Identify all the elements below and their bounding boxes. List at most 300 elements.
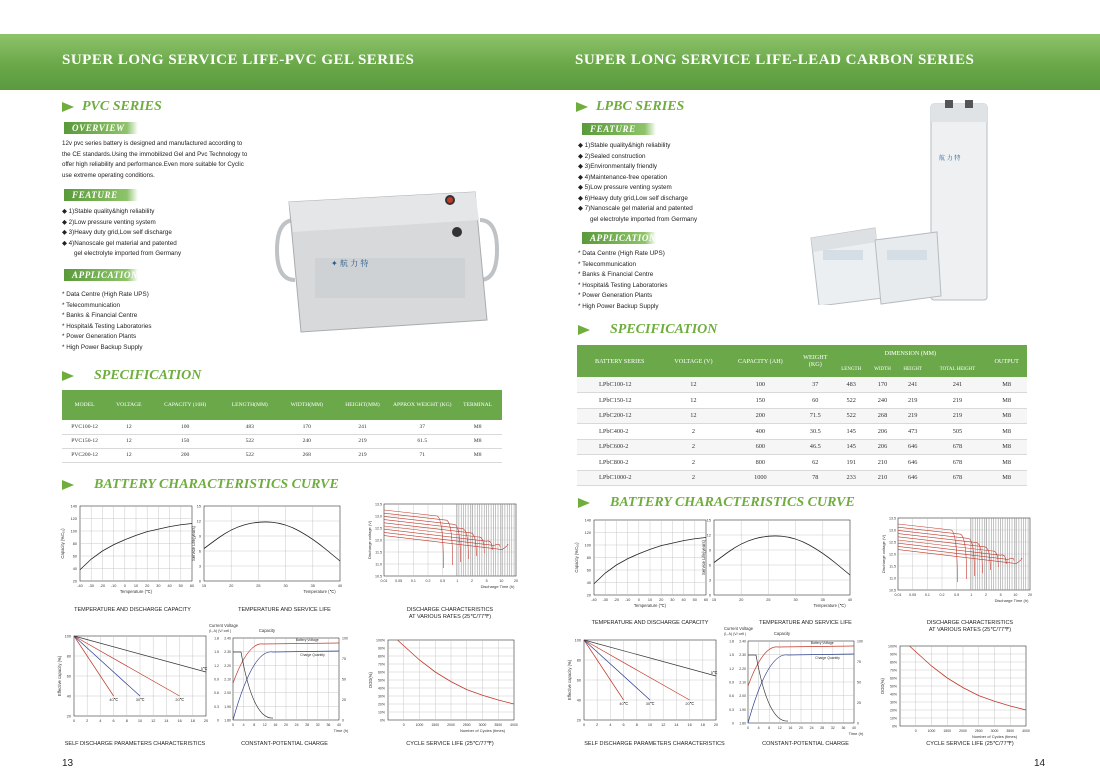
table-row: PVC100-12 12 100 483 170 241 37 M8	[62, 420, 502, 434]
x-tick-label: 1	[456, 579, 459, 583]
x-tick-label: 0	[637, 598, 640, 602]
caption-temp-capacity: TEMPERATURE AND DISCHARGE CAPACITY	[591, 620, 709, 626]
table-cell: 200	[724, 408, 796, 424]
y-tick-label: 3	[708, 578, 711, 583]
table-cell: 646	[897, 455, 929, 471]
svg-text:✦ 航 力 特: ✦ 航 力 特	[331, 259, 369, 268]
right-spec-table	[577, 345, 1027, 486]
units-label: (I₀ A) (V/ cell )	[724, 632, 747, 636]
table-cell: M8	[986, 439, 1027, 455]
x-tick-label: 20	[659, 598, 664, 602]
table-cell: 400	[724, 424, 796, 440]
y-tick-label: 2.10	[739, 680, 746, 685]
col-header: TERMINAL	[453, 390, 502, 420]
y-tick-label: 10%	[889, 716, 897, 721]
table-cell: M8	[986, 455, 1027, 471]
x-tick-label: 16	[687, 723, 692, 727]
x-tick-label: 36	[841, 726, 846, 730]
x-tick-label: 35	[820, 598, 825, 602]
y-tick-label: 90%	[889, 652, 897, 657]
x-tick-label: 20	[514, 579, 518, 583]
y-axis-label: Effective capacity (%)	[57, 655, 62, 697]
x-tick-label: 40	[852, 726, 856, 730]
y-tick-label: 100	[70, 529, 77, 534]
plot-frame	[714, 520, 850, 595]
arrow-icon	[62, 371, 74, 381]
y-tick-label: 13.0	[889, 528, 896, 533]
y-axis-label: Discharge voltage (V)	[367, 520, 372, 560]
table-cell: LPbC800-2	[577, 455, 662, 471]
y-tick-label: 12	[706, 533, 711, 538]
cp-charge-chart	[720, 625, 880, 743]
y-tick-label: 40	[66, 694, 71, 699]
table-cell: M8	[986, 393, 1027, 409]
table-row	[577, 439, 1027, 455]
x-axis-label: Discharge Time (h)	[480, 584, 515, 589]
feature-tag: FEATURE	[582, 123, 656, 135]
x-tick-label: 0.2	[939, 593, 945, 597]
table-row	[577, 377, 1027, 393]
y-tick-label: 1.8	[729, 639, 734, 644]
col-header: MODEL	[62, 390, 107, 420]
x-tick-label: 0	[232, 723, 234, 727]
x-tick-label: 32	[315, 723, 320, 727]
table-cell: 100	[724, 377, 796, 393]
list-item: * Data Centre (High Rate UPS)	[62, 291, 149, 298]
caption-cp-charge: CONSTANT-POTENTIAL CHARGE	[241, 741, 328, 747]
y-tick-label: 2.20	[224, 663, 231, 668]
y-tick-label: 6	[708, 563, 711, 568]
table-row	[577, 408, 1027, 424]
col-header: CAPACITY (AH)	[724, 345, 796, 377]
x-tick-label: 30	[283, 584, 288, 588]
table-cell: 2	[662, 439, 724, 455]
y-tick-label: 120	[584, 531, 591, 535]
y-tick-label: 0	[217, 718, 219, 723]
x-tick-label: 12	[151, 719, 156, 723]
y-tick-label: 20%	[377, 702, 385, 707]
x-tick-label: 24	[294, 723, 299, 727]
x-tick-label: 3000	[478, 723, 487, 727]
x-tick-label: 4	[242, 723, 245, 727]
y-tick-label: 1.2	[729, 666, 734, 671]
y-tick-label: 2.20	[739, 666, 746, 671]
y-tick-label: 0	[342, 718, 344, 723]
y-tick-label: 0	[857, 721, 859, 726]
y-tick-label: 140	[584, 518, 591, 523]
x-tick-label: 0	[747, 726, 749, 730]
x-tick-label: 8	[253, 723, 256, 727]
x-tick-label: 20	[739, 598, 744, 602]
x-tick-label: 18	[700, 723, 705, 727]
x-tick-label: 25	[766, 598, 771, 602]
table-row	[577, 424, 1027, 440]
caption-temp-capacity: TEMPERATURE AND DISCHARGE CAPACITY	[74, 607, 191, 613]
table-cell: 12	[662, 377, 724, 393]
x-tick-label: -20	[99, 584, 106, 588]
lpbc-series-title: LPBC SERIES	[576, 99, 684, 115]
discharge-chart	[366, 498, 521, 603]
y-tick-label: 11.5	[889, 564, 896, 569]
y-tick-label: 60	[576, 678, 581, 683]
cp-charge-chart	[205, 622, 365, 740]
series-label: 40℃	[619, 702, 628, 706]
series-label: 30℃	[135, 698, 145, 702]
x-tick-label: 2000	[447, 723, 455, 727]
caption-self-discharge: SELF DISCHARGE PARAMETERS CHARACTERISTICS	[64, 741, 206, 747]
x-tick-label: 4	[757, 726, 760, 730]
table-cell: M8	[986, 408, 1027, 424]
x-tick-label: 30	[670, 598, 675, 602]
feature-list	[62, 207, 181, 260]
x-tick-label: 1000	[927, 729, 936, 733]
list-item: ◆ 5)Low pressure venting system	[578, 184, 672, 191]
arrow-icon	[578, 498, 590, 508]
y-axis-label: DOD(%)	[368, 672, 373, 688]
y-tick-label: 15	[706, 518, 711, 523]
table-cell: M8	[986, 470, 1027, 486]
list-item: * Data Centre (High Rate UPS)	[578, 250, 665, 257]
arrow-icon	[62, 480, 74, 490]
x-tick-label: 6	[112, 719, 115, 723]
y-tick-label: 9	[198, 534, 201, 539]
x-tick-label: 32	[830, 726, 835, 730]
x-tick-label: 40	[337, 723, 341, 727]
y-tick-label: 11.5	[375, 550, 382, 555]
y-tick-label: 140	[70, 504, 77, 509]
y-axis-label: Service Life(years)	[701, 540, 706, 575]
y-tick-label: 0	[198, 579, 201, 584]
left-curve-title: BATTERY CHARACTERISTICS CURVE	[62, 477, 339, 493]
col-header: DIMENSION (MM)	[834, 345, 986, 361]
list-item: ◆ 6)Heavy duty grid,Low self discharge	[578, 194, 688, 202]
x-tick-label: 40	[167, 584, 172, 588]
x-tick-label: 0.05	[395, 579, 403, 583]
x-tick-label: 4000	[510, 723, 518, 727]
y-axis-label: Capacity (%C₁₀)	[60, 528, 65, 559]
x-tick-label: 4000	[1022, 729, 1030, 733]
x-tick-label: 28	[305, 723, 310, 727]
x-axis-label: Time (h)	[848, 731, 864, 736]
x-tick-label: 0.5	[954, 593, 960, 597]
x-tick-label: 28	[820, 726, 825, 730]
units-label: (I₀ A) (V/ cell )	[209, 629, 232, 633]
caption-self-discharge: SELF DISCHARGE PARAMETERS CHARACTERISTICS	[584, 741, 725, 747]
x-tick-label: 16	[273, 723, 278, 727]
y-tick-label: 10%	[377, 710, 385, 715]
y-tick-label: 100	[574, 638, 581, 643]
y-tick-label: 9	[708, 548, 711, 553]
y-tick-label: 80%	[889, 660, 897, 665]
y-tick-label: 1.90	[739, 707, 746, 712]
y-tick-label: 25	[342, 698, 346, 702]
x-tick-label: 16	[177, 719, 182, 723]
table-cell: 170	[868, 377, 897, 393]
x-tick-label: 0.05	[909, 593, 917, 597]
y-tick-label: 2.10	[224, 677, 231, 682]
x-tick-label: 0	[402, 723, 405, 727]
y-axis-label: Service Life(years)	[191, 526, 196, 561]
y-tick-label: 20	[576, 718, 581, 723]
temp-capacity-chart	[58, 498, 198, 603]
x-tick-label: 20	[284, 723, 288, 727]
y-tick-label: 40	[586, 581, 591, 585]
table-cell: 678	[929, 455, 987, 471]
table-cell: 12	[662, 408, 724, 424]
table-cell: 678	[929, 439, 987, 455]
x-tick-label: 0.1	[924, 593, 930, 597]
x-tick-label: 50	[692, 598, 697, 602]
y-axis-label: DOD(%)	[880, 678, 885, 694]
col-header: HEIGHT(MM)	[334, 390, 391, 420]
y-tick-label: 2.30	[739, 653, 746, 658]
cycle-life-chart	[878, 640, 1033, 745]
x-tick-label: -30	[88, 584, 94, 588]
table-cell: 62	[796, 455, 834, 471]
x-tick-label: 0.01	[894, 593, 902, 597]
x-tick-label: 2	[86, 719, 89, 723]
y-tick-label: 80	[72, 542, 77, 546]
table-cell: LPbC200-12	[577, 408, 662, 424]
table-cell: 233	[834, 470, 868, 486]
table-cell: 219	[929, 393, 987, 409]
y-tick-label: 50	[857, 680, 861, 685]
series-label: 5℃	[200, 667, 208, 671]
list-item: ◆ 2)Low pressure venting system	[62, 218, 156, 226]
y-tick-label: 12.5	[375, 526, 382, 531]
table-cell: 150	[724, 393, 796, 409]
caption-temp-life: TEMPERATURE AND SERVICE LIFE	[238, 607, 331, 613]
table-cell: 60	[796, 393, 834, 409]
feature-list	[578, 141, 697, 225]
table-cell: 12	[662, 393, 724, 409]
temp-life-chart	[700, 512, 855, 617]
page-number: 14	[1034, 758, 1046, 769]
table-cell: 600	[724, 439, 796, 455]
x-tick-label: 0.5	[440, 579, 446, 583]
x-tick-label: 4	[99, 719, 102, 723]
y-tick-label: 40	[576, 698, 581, 703]
table-cell: 145	[834, 424, 868, 440]
x-tick-label: 20	[229, 584, 234, 588]
header-label: Capacity	[258, 628, 276, 633]
y-tick-label: 50	[342, 677, 346, 682]
x-tick-label: 50	[178, 584, 183, 588]
y-tick-label: 1.80	[739, 721, 746, 726]
y-tick-label: 25	[857, 701, 861, 705]
x-tick-label: 60	[703, 598, 709, 602]
table-cell: LPbC1000-2	[577, 470, 662, 486]
table-cell: 1000	[724, 470, 796, 486]
y-tick-label: 0.9	[729, 680, 734, 685]
table-cell: 210	[868, 455, 897, 471]
y-tick-label: 0	[708, 593, 711, 598]
y-tick-label: 120	[70, 517, 77, 521]
y-tick-label: 30%	[889, 700, 897, 705]
y-tick-label: 40%	[889, 692, 897, 697]
y-tick-label: 6	[198, 549, 201, 554]
x-tick-label: 40	[681, 598, 686, 602]
table-row: PVC150-12 12 150 522 240 219 61.5 M8	[62, 434, 502, 448]
y-tick-label: 80	[66, 654, 71, 659]
y-tick-label: 100%	[376, 638, 385, 643]
y-tick-label: 75	[342, 657, 346, 661]
y-tick-label: 40	[72, 567, 77, 571]
series-label: Charge Quantity	[300, 653, 325, 657]
x-tick-label: 20	[799, 726, 803, 730]
y-tick-label: 60	[586, 568, 591, 573]
list-item: ◆ 1)Stable quality&high reliability	[578, 142, 671, 149]
x-tick-label: 0.01	[380, 579, 388, 583]
application-list	[62, 290, 152, 353]
x-tick-label: 2	[985, 593, 987, 597]
table-cell: 241	[929, 377, 987, 393]
application-tag: APPLICATION	[582, 232, 656, 244]
y-tick-label: 50%	[377, 678, 385, 683]
y-tick-label: 20	[66, 714, 71, 719]
x-tick-label: 1000	[415, 723, 424, 727]
y-tick-label: 13.0	[375, 514, 382, 519]
y-tick-label: 2.30	[224, 650, 231, 655]
table-cell: 191	[834, 455, 868, 471]
y-tick-label: 1.5	[729, 653, 734, 658]
overview-text: 12v pvc series battery is designed and manufactured according to the CE standards.Using the immobilized Gel and Pvc Technology to offer high reliability and performance.Even more suitable for Cyclic use extreme operating conditions.	[62, 140, 248, 179]
list-item: * High Power Backup Supply	[578, 302, 659, 310]
table-cell: 2	[662, 424, 724, 440]
y-tick-label: 0.3	[729, 707, 734, 712]
header-label: Current Voltage	[209, 623, 239, 628]
x-tick-label: -20	[613, 598, 620, 602]
y-tick-label: 100%	[888, 644, 897, 649]
list-item: * Power Generation Plants	[578, 292, 653, 299]
y-tick-label: 0.3	[214, 704, 219, 709]
y-tick-label: 0.9	[214, 677, 219, 682]
x-axis-label: Temperature (℃)	[119, 589, 153, 594]
col-header: VOLTAGE	[107, 390, 150, 420]
series-label: Charge Quantity	[815, 656, 840, 660]
table-cell: 78	[796, 470, 834, 486]
x-tick-label: 16	[788, 726, 793, 730]
y-tick-label: 1.80	[224, 718, 231, 723]
page-number: 13	[62, 758, 74, 769]
y-tick-label: 2.40	[739, 639, 746, 644]
y-tick-label: 2.40	[224, 636, 231, 641]
list-item: gel electrolyte imported from Germany	[74, 250, 182, 257]
table-cell: 145	[834, 439, 868, 455]
x-tick-label: 10	[137, 719, 143, 723]
y-tick-label: 10.5	[889, 588, 896, 593]
x-tick-label: 8	[635, 723, 638, 727]
arrow-icon	[62, 102, 74, 112]
table-cell: 646	[897, 439, 929, 455]
x-axis-label: Temperature (℃)	[633, 603, 667, 608]
list-item: ◆ 7)Nanoscale gel material and patented	[578, 205, 693, 212]
x-tick-label: 60	[189, 584, 195, 588]
table-row: PVC200-12 12 200 522 268 219 71 M8	[62, 448, 502, 462]
x-tick-label: 14	[674, 723, 679, 727]
x-tick-label: 2	[596, 723, 599, 727]
x-tick-label: 10	[647, 723, 653, 727]
x-tick-label: 4	[609, 723, 612, 727]
x-tick-label: 12	[262, 723, 267, 727]
list-item: gel electrolyte imported from Germany	[590, 215, 698, 223]
table-cell: 30.5	[796, 424, 834, 440]
series-label: 20℃	[685, 702, 694, 706]
y-tick-label: 15	[196, 504, 201, 509]
right-spec-body	[577, 377, 1027, 486]
col-header: TOTAL HEIGHT	[929, 361, 987, 377]
feature-tag: FEATURE	[64, 189, 138, 201]
temp-capacity-chart	[572, 512, 712, 617]
col-header: LENGTH(MM)	[220, 390, 280, 420]
x-tick-label: 3000	[990, 729, 999, 733]
caption-cycle-life: CYCLE SERVICE LIFE (25℃/77℉)	[406, 741, 494, 747]
y-tick-label: 100	[584, 543, 591, 548]
self-discharge-chart	[56, 630, 211, 735]
table-cell: 800	[724, 455, 796, 471]
col-header: WIDTH	[868, 361, 897, 377]
caption-temp-life: TEMPERATURE AND SERVICE LIFE	[759, 620, 852, 626]
left-spec-title: SPECIFICATION	[62, 368, 201, 384]
x-tick-label: 5	[999, 593, 1002, 597]
y-tick-label: 100	[342, 636, 348, 641]
x-tick-label: 15	[201, 584, 207, 588]
right-banner	[550, 34, 1100, 90]
svg-text:航 力 特: 航 力 特	[939, 156, 961, 162]
left-banner-title: SUPER LONG SERVICE LIFE-PVC GEL SERIES	[62, 52, 415, 68]
x-tick-label: 2500	[974, 729, 983, 733]
x-tick-label: 2	[471, 579, 473, 583]
col-header: VOLTAGE (V)	[662, 345, 724, 377]
y-tick-label: 12.0	[375, 538, 382, 543]
table-cell: 37	[796, 377, 834, 393]
x-axis-label: Number of Cycles (times)	[971, 734, 1018, 739]
table-cell: 2	[662, 470, 724, 486]
x-tick-label: 20	[1028, 593, 1032, 597]
y-tick-label: 0.6	[214, 691, 219, 696]
y-tick-label: 70%	[889, 668, 897, 673]
y-tick-label: 0	[732, 721, 734, 726]
header-label: Current Voltage	[724, 626, 754, 631]
y-tick-label: 20%	[889, 708, 897, 713]
lpbc-battery-image	[805, 100, 1055, 305]
x-tick-label: 1500	[943, 729, 952, 733]
x-tick-label: 40	[847, 598, 853, 602]
y-tick-label: 12.0	[889, 552, 896, 557]
y-tick-label: 13.5	[375, 502, 382, 507]
x-tick-label: -40	[77, 584, 83, 588]
y-tick-label: 75	[857, 660, 861, 664]
y-tick-label: 0%	[891, 724, 897, 729]
cycle-life-chart	[366, 634, 521, 739]
y-tick-label: 20	[72, 579, 77, 584]
x-tick-label: 3500	[494, 723, 503, 727]
table-cell: 219	[897, 393, 929, 409]
table-cell: LPbC600-2	[577, 439, 662, 455]
caption-discharge: DISCHARGE CHARACTERISTICS AT VARIOUS RATES (25℃/77℉)	[406, 607, 494, 620]
y-tick-label: 12	[196, 519, 201, 524]
table-row	[577, 393, 1027, 409]
x-tick-label: 1	[970, 593, 973, 597]
series-label: 30℃	[645, 702, 655, 706]
right-spec-title: SPECIFICATION	[578, 322, 717, 338]
y-tick-label: 1.5	[214, 650, 219, 655]
table-cell: 522	[834, 408, 868, 424]
table-cell: 2	[662, 455, 724, 471]
x-axis-label: Temperature (℃)	[813, 603, 846, 608]
table-cell: 646	[897, 470, 929, 486]
arrow-icon	[576, 102, 588, 112]
